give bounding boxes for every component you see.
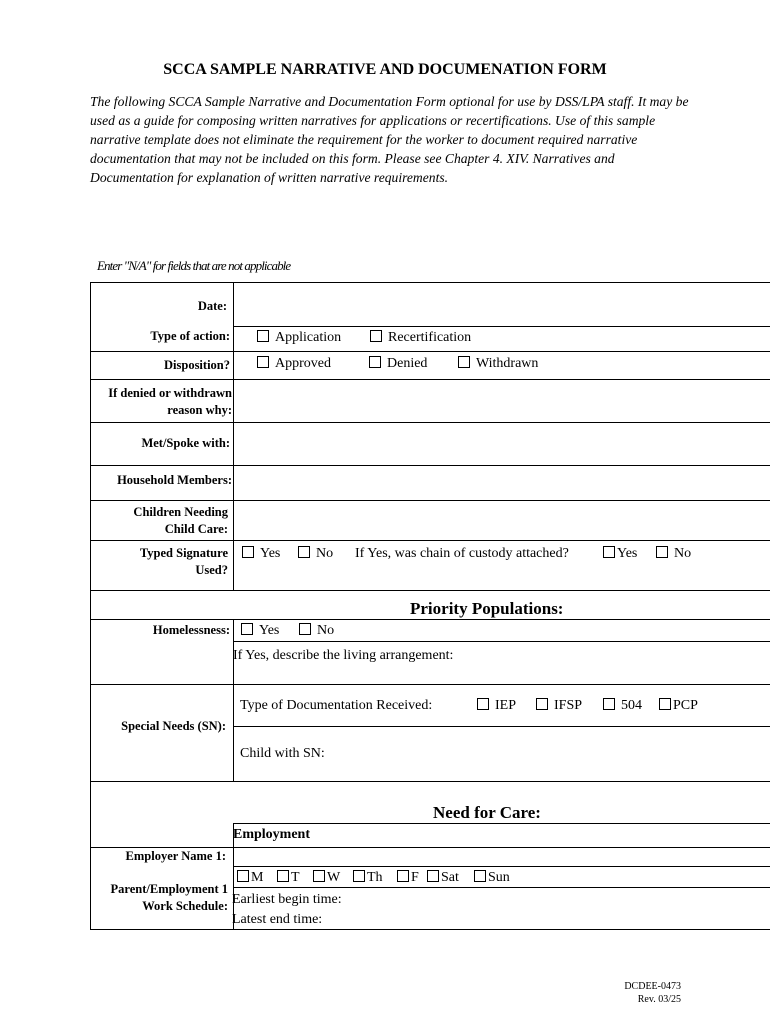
form-id: DCDEE-0473 (624, 981, 681, 992)
chain-yes-checkbox[interactable]: Yes (603, 546, 637, 562)
day-f-checkbox[interactable]: F (397, 870, 419, 886)
application-checkbox[interactable]: Application (257, 330, 341, 346)
approved-checkbox[interactable]: Approved (257, 356, 331, 372)
day-t-checkbox[interactable]: T (277, 870, 300, 886)
date-label: Date: (197, 299, 227, 313)
disposition-label: Disposition? (164, 358, 230, 372)
priority-populations-heading: Priority Populations: (410, 599, 564, 618)
form-revision: Rev. 03/25 (637, 994, 681, 1005)
homeless-yes-checkbox[interactable]: Yes (241, 623, 279, 639)
type-of-action-label: Type of action: (150, 329, 230, 343)
latest-end-prompt: Latest end time: (232, 912, 323, 927)
living-arrangement-prompt: If Yes, describe the living arrangement: (233, 648, 454, 663)
day-sat-checkbox[interactable]: Sat (427, 870, 459, 886)
homeless-no-checkbox[interactable]: No (299, 623, 334, 639)
work-schedule-label: Parent/Employment 1 Work Schedule: (110, 882, 228, 913)
pcp-checkbox[interactable]: PCP (659, 698, 698, 714)
signature-no-checkbox[interactable]: No (298, 546, 333, 562)
day-m-checkbox[interactable]: M (237, 870, 263, 886)
recertification-checkbox[interactable]: Recertification (370, 330, 471, 346)
day-w-checkbox[interactable]: W (313, 870, 340, 886)
na-instruction: Enter "N/A" for fields that are not applicable (97, 258, 291, 273)
ifsp-checkbox[interactable]: IFSP (536, 698, 582, 714)
employment-heading: Employment (233, 827, 310, 842)
form-footer (624, 980, 681, 1006)
doc-received-prompt: Type of Documentation Received: (240, 698, 433, 713)
withdrawn-checkbox[interactable]: Withdrawn (458, 356, 538, 372)
intro-paragraph: The following SCCA Sample Narrative and Documentation Form optional for use by DSS/LPA staff. It may be used as a guide for composing written narratives for applications or recertifications. Use of this sample narrative template does not eliminate the requirement for the worker to document required narrative documentation that may not be included on this form. Please see Chapter 4. XIV. Narratives and Documentation for explanation of written narrative requirements. (90, 94, 689, 185)
day-th-checkbox[interactable]: Th (353, 870, 383, 886)
household-label: Household Members: (117, 473, 232, 487)
earliest-begin-prompt: Earliest begin time: (232, 892, 342, 907)
child-with-sn-prompt: Child with SN: (240, 746, 325, 761)
chain-no-checkbox[interactable]: No (656, 546, 691, 562)
homelessness-label: Homelessness: (152, 623, 230, 637)
signature-yes-checkbox[interactable]: Yes (242, 546, 280, 562)
form-title: SCCA SAMPLE NARRATIVE AND DOCUMENATION FORM (163, 61, 607, 78)
chain-of-custody-question: If Yes, was chain of custody attached? (355, 546, 569, 561)
iep-checkbox[interactable]: IEP (477, 698, 516, 714)
denied-reason-label: If denied or withdrawn reason why: (108, 386, 232, 417)
typed-signature-label: Typed Signature Used? (139, 546, 228, 577)
need-for-care-heading: Need for Care: (433, 803, 541, 822)
employer-name-label: Employer Name 1: (125, 849, 226, 863)
day-sun-checkbox[interactable]: Sun (474, 870, 510, 886)
504-checkbox[interactable]: 504 (603, 698, 642, 714)
met-spoke-label: Met/Spoke with: (141, 436, 230, 450)
special-needs-label: Special Needs (SN): (121, 719, 226, 733)
children-label: Children Needing Child Care: (133, 505, 228, 536)
denied-checkbox[interactable]: Denied (369, 356, 427, 372)
